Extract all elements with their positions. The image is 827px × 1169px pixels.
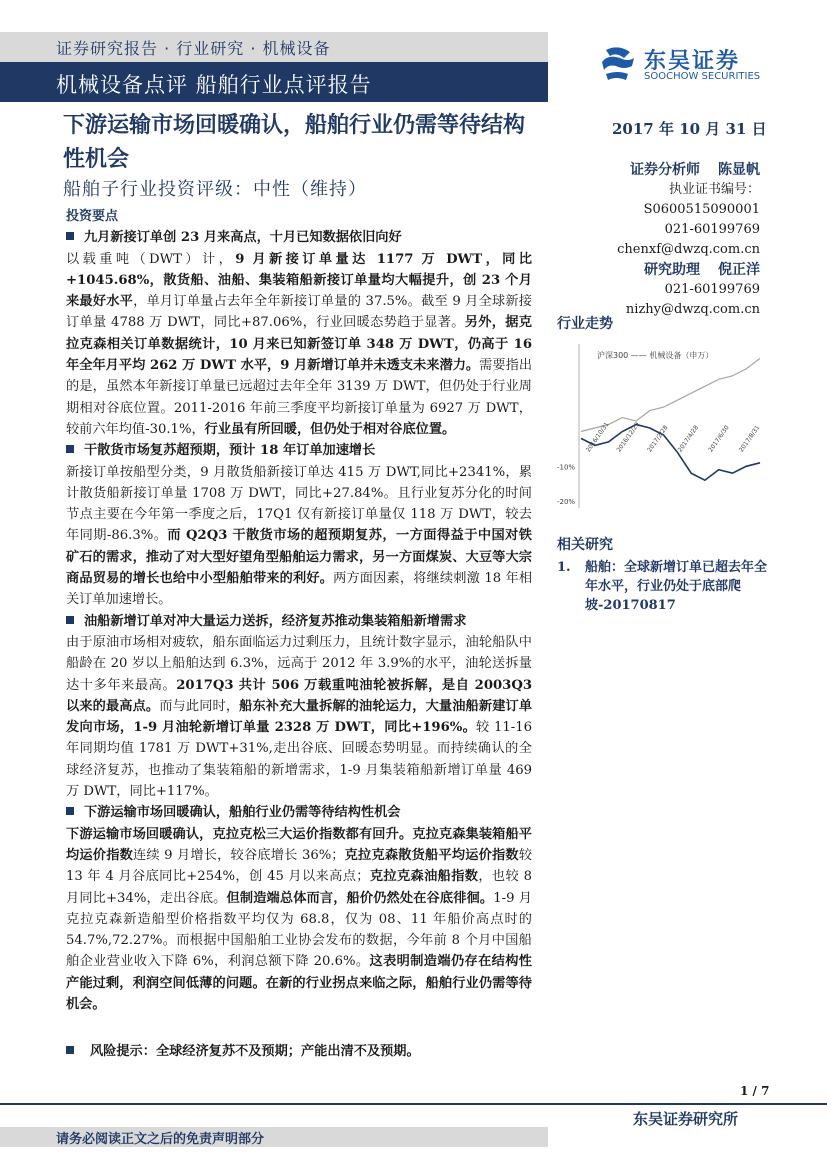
logo-name-en: SOOCHOW SECURITIES — [644, 71, 761, 82]
bullet-heading-3 — [66, 611, 532, 632]
chart-title: 行业走势 — [557, 316, 613, 332]
paragraph-3: 由于原油市场相对疲软，船东面临运力过剩压力，且统计数字显示，油轮船队中船龄在 20 岁以上船舶达到 6.3%，远高于 2012 年 3.9%的水平，油轮送拆量达十多年来最高。2017Q3 共计 506 万载重吨油轮被拆解，是自 2003Q3 以来的最高点。而与此同时，船东补充大量拆解的油轮运力，大量油船新建订单发向市场，1-9 月油轮新增订单量 2328 万 DWT，同比+196%。较 11-16 年同期均值 1781 万 DWT+31%,走出谷底、回暖态势明显。而持续确认的全球经济复苏，也推动了集装箱船的新增需求，1-9 月集装箱船新增订单量 469 万 DWT，同比+117%。 — [66, 634, 533, 800]
paragraph-1: 以载重吨（DWT）计，9 月新接订单量达 1177 万 DWT，同比+1045.68%，散货船、油船、集装箱船新接订单量均大幅提升，创 23 个月来最好水平，单月订单量占去年全年新接订单量的 37.5%。截至 9 月全球新接订单量 4788 万 DWT，同比+87.06%，行业回暖态势趋于显著。另外，据克拉克森相关订单数据统计，10 月来已知新签订单 348 万 DWT，仍高于 16 年全年月平均 262 万 DWT 水平，9 月新增订单并未透支未来潜力。需要指出的是，虽然本年新接订单量已远超过去年全年 3139 万 DWT，但仍处于行业周期相对谷底位置。2011-2016 年前三季度平均新接订单量为 6927 万 DWT，较前六年均值-30.1%，行业虽有所回暖，但仍处于相对谷底位置。 — [66, 251, 533, 437]
header-title-band — [0, 62, 548, 102]
risk-warning — [66, 1040, 532, 1059]
main-body — [66, 206, 532, 1015]
bullet-title-2: 干散货市场复苏超预期，预计 18 年订单加速增长 — [84, 443, 376, 459]
assistant-phone: 021-60199769 — [664, 282, 760, 297]
analyst-cert: 执业证书编号：S0600515090001 — [643, 182, 760, 217]
chart-y-tick-label: -20% — [557, 498, 576, 507]
section-label: 投资要点 — [66, 209, 119, 224]
chart-series-line-machinery — [581, 425, 760, 481]
assistant-email[interactable]: nizhy@dwzq.com.cn — [625, 302, 760, 317]
logo-mark-icon — [598, 44, 638, 84]
bullet-square-icon — [66, 807, 74, 815]
bullet-title-1: 九月新接订单创 23 月来高点，十月已知数据依旧向好 — [84, 230, 402, 246]
risk-label: 风险提示： — [90, 1044, 156, 1059]
report-date: 2017 年 10 月 31 日 — [612, 120, 767, 138]
bullet-title-4: 下游运输市场回暖确认，船舶行业仍需等待结构性机会 — [84, 805, 401, 821]
chart-x-tick-label: 2016/12/29 — [615, 421, 642, 454]
paragraph-4: 下游运输市场回暖确认，克拉克松三大运价指数都有回升。克拉克森集装箱船平均运价指数连续 9 月增长，较谷底增长 36%；克拉克森散货船平均运价指数较 13 年 4 月谷底同比+254%，创 45 月以来高点；克拉克森油船指数，也较 8 月同比+34%，走出谷底。但制造端总体而言，船价仍然处在谷底徘徊。1-9 月克拉克森新造船型价格指数平均仅为 68.8，仅为 08、11 年船价高点时的 54.7%,72.27%。而根据中国船舶工业协会发布的数据，今年前 8 个月中国船舶企业营业收入下降 6%，利润总额下降 20.6%。这表明制造端仍存在结构性产能过剩，利润空间低薄的问题。在新的行业拐点来临之际，船舶行业仍需等待机会。 — [66, 826, 533, 1012]
analyst-name: 陈显帆 — [718, 162, 760, 178]
bullet-heading-2 — [66, 440, 532, 461]
analyst-role: 证券分析师 — [630, 162, 700, 178]
risk-text: 全球经济复苏不及预期；产能出清不及预期。 — [155, 1044, 420, 1059]
chart-x-tick-label: 2016/10/31 — [584, 421, 611, 454]
analyst-role-line — [560, 160, 760, 180]
chart-x-tick-label: 2017/6/30 — [707, 424, 731, 454]
footer-organization: 东吴证券研究所 — [633, 1110, 739, 1128]
chart-legend: 沪深300 —— 机械设备（申万） — [597, 351, 714, 360]
analyst-info — [560, 160, 760, 320]
assistant-name: 倪正洋 — [718, 262, 760, 278]
chart-x-tick-label: 2017/2/28 — [646, 424, 670, 454]
footer-disclaimer-band — [0, 1127, 548, 1147]
bullet-square-icon — [66, 232, 74, 240]
header-category-band — [0, 32, 548, 62]
footer-divider — [0, 1103, 827, 1105]
logo-name-cn: 东吴证券 — [644, 49, 741, 74]
report-type: 机械设备点评 船舶行业点评报告 — [56, 73, 372, 97]
footer-disclaimer[interactable]: 请务必阅读正文之后的免责声明部分 — [56, 1132, 265, 1147]
chart-series-line-hs300 — [581, 358, 760, 431]
related-item-text[interactable]: 船舶：全球新增订单已超去年全年水平，行业仍处于底部爬坡-20170817 — [585, 560, 768, 613]
header-category: 证券研究报告 · 行业研究 · 机械设备 — [56, 39, 331, 58]
page-title: 下游运输市场回暖确认，船舶行业仍需等待结构性机会 — [63, 112, 526, 172]
page-number: 1 / 7 — [740, 1084, 770, 1098]
assistant-role-line — [560, 260, 760, 280]
chart-x-tick-label: 2017/8/31 — [737, 424, 762, 454]
trend-chart-svg — [557, 338, 767, 518]
related-research-item[interactable] — [557, 558, 767, 615]
bullet-square-icon — [66, 445, 74, 453]
assistant-role: 研究助理 — [644, 262, 700, 278]
bullet-square-icon — [66, 616, 74, 624]
paragraph-2: 新接订单按船型分类，9 月散货船新接订单达 415 万 DWT,同比+2341%，累计散货船新接订单量 1708 万 DWT，同比+27.84%。且行业复苏分化的时间节点主要在今年第一季度之后，17Q1 仅有新接订单量仅 118 万 DWT，较去年同期-86.3%。而 Q2Q3 干散货市场的超预期复苏，一方面得益于中国对铁矿石的需求，推动了对大型好望角型船舶运力需求，另一方面煤炭、大豆等大宗商品贸易的增长也给中小型船舶带来的利好。两方面因素，将继续刺激 18 年相关订单加速增长。 — [66, 464, 533, 608]
chart-x-tick-label: 2017/4/28 — [676, 424, 701, 454]
bullet-heading-1 — [66, 227, 532, 248]
bullet-square-icon — [66, 1046, 74, 1054]
chart-y-tick-label: -10% — [557, 463, 576, 472]
company-logo — [598, 44, 778, 88]
investment-rating: 船舶子行业投资评级：中性（维持） — [63, 179, 367, 200]
analyst-phone: 021-60199769 — [664, 222, 760, 237]
related-item-number: 1. — [557, 560, 571, 575]
bullet-heading-4 — [66, 802, 532, 823]
analyst-email[interactable]: chenxf@dwzq.com.cn — [617, 242, 760, 257]
related-research-title: 相关研究 — [557, 537, 613, 553]
industry-trend-chart — [557, 338, 767, 518]
bullet-title-3: 油船新增订单对冲大量运力送拆，经济复苏推动集装箱船新增需求 — [84, 613, 467, 629]
